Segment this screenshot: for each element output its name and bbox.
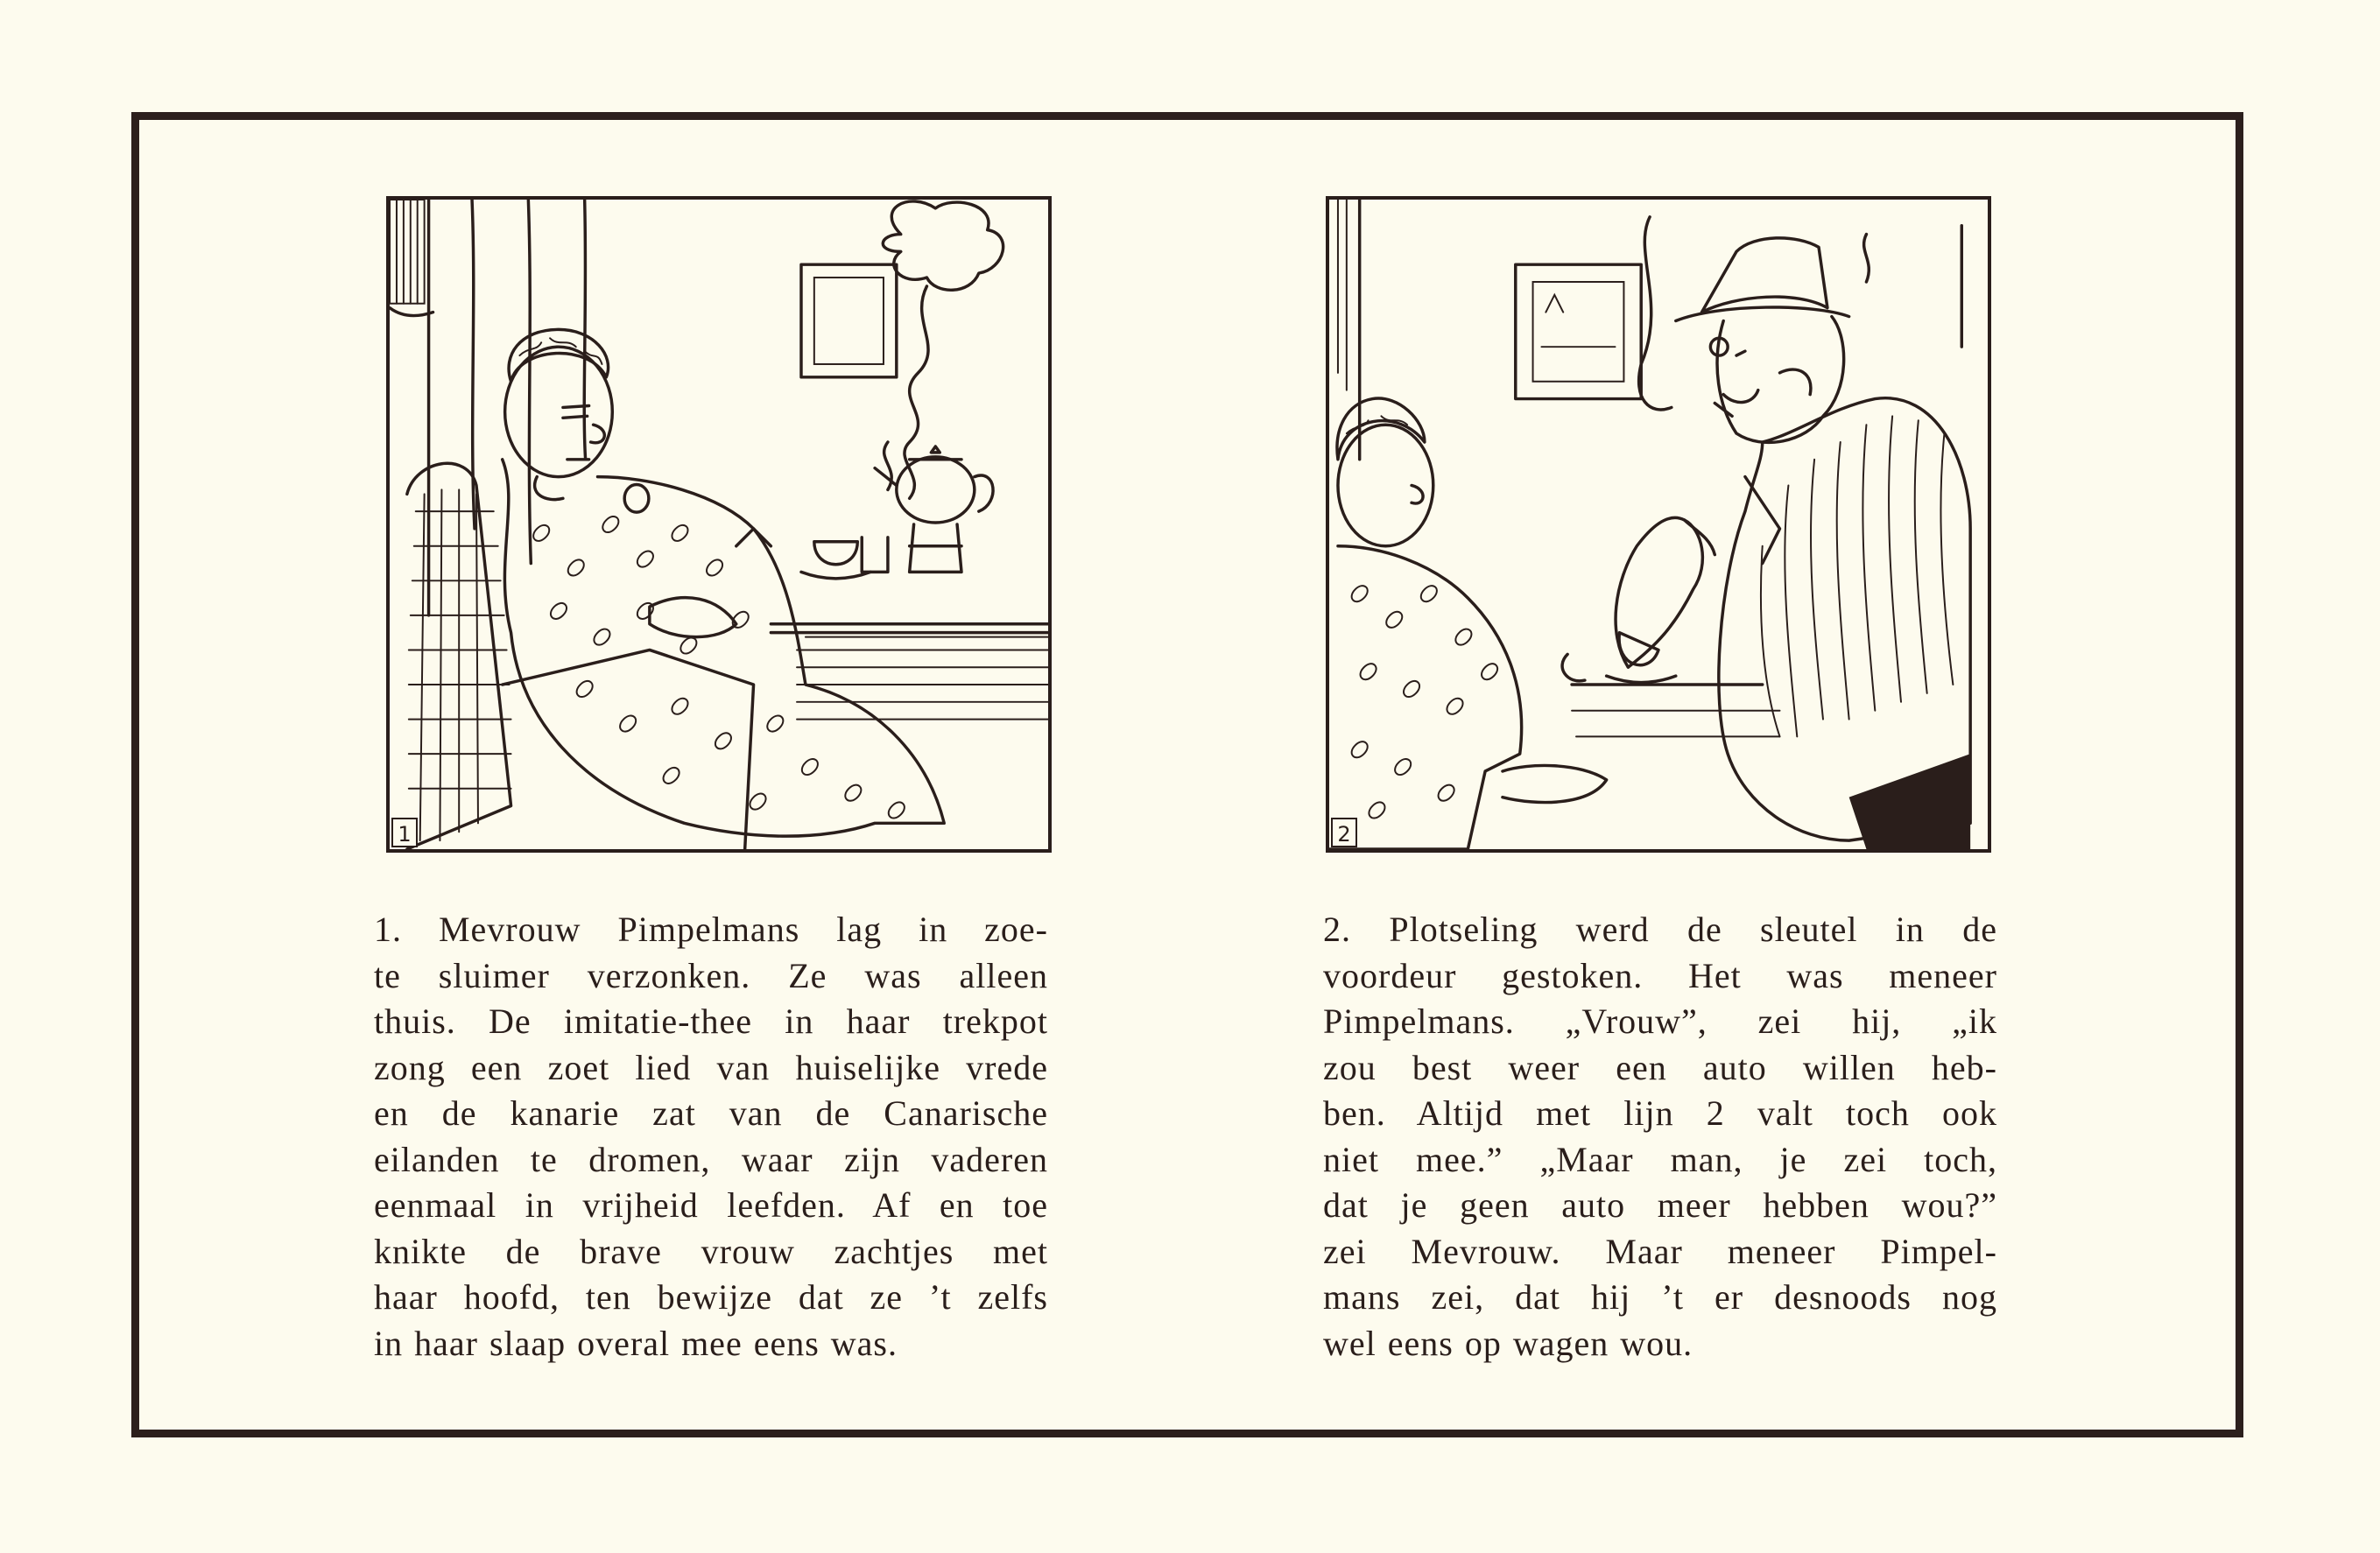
comic-panel-1 — [386, 196, 1052, 853]
panel-1-illustration — [390, 200, 1048, 849]
caption-line: in haar slaap overal mee eens was. — [374, 1323, 898, 1363]
caption-line: en de kanarie zat van de Canarische — [374, 1093, 1048, 1133]
caption-line: eenmaal in vrijheid leefden. Af en toe — [374, 1185, 1048, 1225]
caption-line: zou best weer een auto willen heb- — [1323, 1047, 1997, 1087]
caption-line: dat je geen auto meer hebben wou?” — [1323, 1185, 1997, 1225]
comic-panel-2 — [1326, 196, 1991, 853]
caption-line: zong een zoet lied van huiselijke vrede — [374, 1047, 1048, 1087]
caption-line: haar hoofd, ten bewijze dat ze ’t zelfs — [374, 1277, 1048, 1317]
caption-line: te sluimer verzonken. Ze was alleen — [374, 955, 1048, 995]
caption-line: zei Mevrouw. Maar meneer Pimpel- — [1323, 1231, 1997, 1271]
panel-2-illustration — [1329, 200, 1988, 849]
caption-line: knikte de brave vrouw zachtjes met — [374, 1231, 1048, 1271]
caption-line: eilanden te dromen, waar zijn vaderen — [374, 1139, 1048, 1179]
caption-line: 2. Plotseling werd de sleutel in de — [1323, 910, 1997, 949]
caption-line: mans zei, dat hij ’t er desnoods nog — [1323, 1277, 1997, 1317]
caption-2 — [1323, 907, 1997, 1367]
caption-line: ben. Altijd met lijn 2 valt toch ook — [1323, 1093, 1997, 1133]
caption-1 — [374, 907, 1048, 1367]
panel-number: 1 — [391, 818, 418, 847]
caption-line: voordeur gestoken. Het was meneer — [1323, 955, 1997, 995]
caption-line: 1. Mevrouw Pimpelmans lag in zoe- — [374, 910, 1048, 949]
panel-number: 2 — [1331, 818, 1357, 847]
caption-line: thuis. De imitatie-thee in haar trekpot — [374, 1001, 1048, 1041]
caption-line: Pimpelmans. „Vrouw”, zei hij, „ik — [1323, 1001, 1997, 1041]
caption-line: niet mee.” „Maar man, je zei toch, — [1323, 1139, 1997, 1179]
caption-line: wel eens op wagen wou. — [1323, 1323, 1693, 1363]
